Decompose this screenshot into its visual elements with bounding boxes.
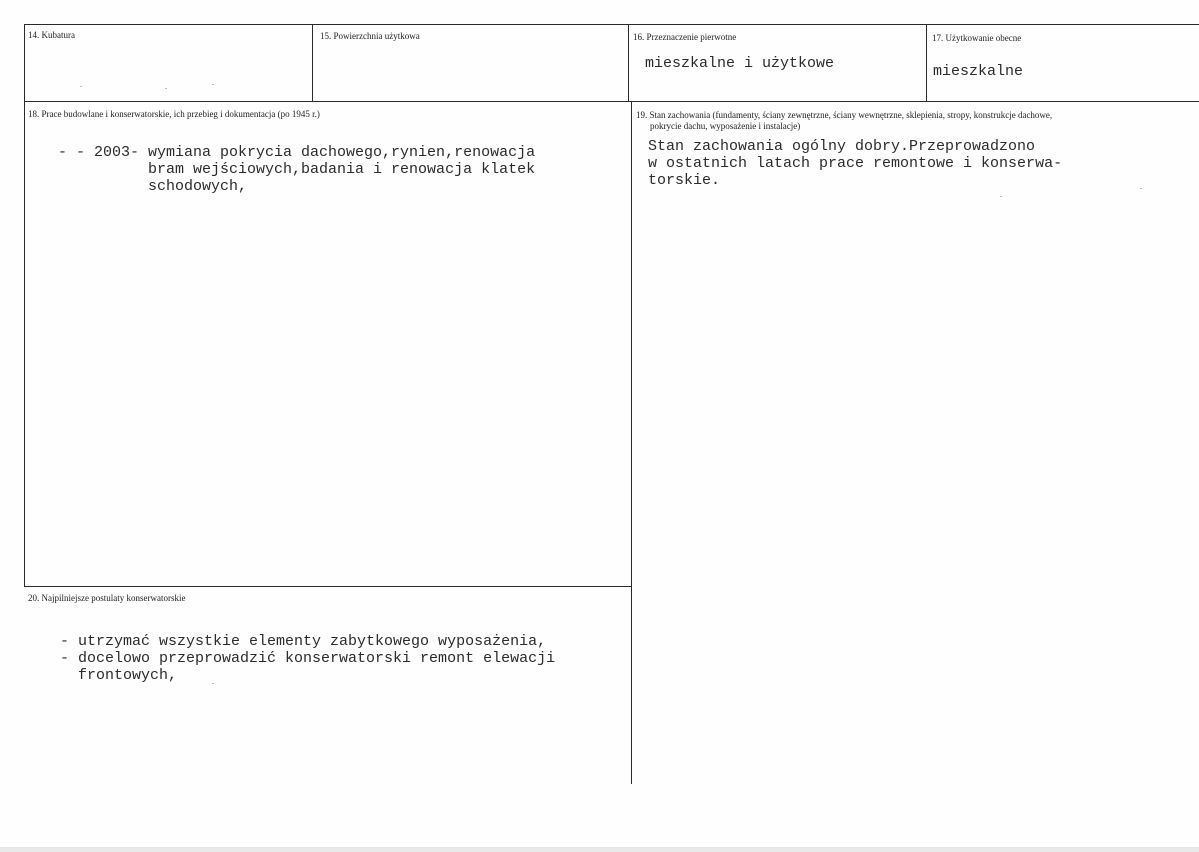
field-16-label: 16. Przeznaczenie pierwotne	[633, 32, 737, 42]
divider-16-17	[926, 24, 927, 102]
divider-15-16	[628, 24, 629, 102]
main-column-divider	[631, 101, 632, 784]
field-19-line: torskie.	[648, 172, 721, 189]
field-20-label: 20. Najpilniejsze postulaty konserwatorskie	[28, 593, 186, 603]
field-14-label: 14. Kubatura	[28, 30, 75, 40]
field-20-line: - utrzymać wszystkie elementy zabytkowego wyposażenia,	[60, 633, 547, 650]
field-17-value: mieszkalne	[933, 63, 1024, 80]
field-20-text	[60, 633, 555, 684]
field-20-line: - docelowo przeprowadzić konserwatorski remont elewacji	[60, 650, 556, 667]
scan-speck	[80, 86, 82, 87]
field-19-text	[648, 138, 1062, 189]
field-20-line: frontowych,	[60, 667, 178, 684]
field-19-line: w ostatnich latach prace remontowe i konserwa-	[648, 155, 1063, 172]
top-border-line	[24, 24, 1199, 25]
scan-speck	[212, 84, 214, 85]
scan-speck	[212, 683, 214, 684]
field-19-line: Stan zachowania ogólny dobry.Przeprowadzono	[648, 138, 1036, 155]
left-border-line	[24, 24, 25, 587]
scan-speck	[165, 88, 167, 89]
section20-top-line	[24, 586, 631, 587]
field-18-line: schodowych,	[58, 178, 248, 195]
field-19-label-line2: pokrycie dachu, wyposażenie i instalacje)	[650, 121, 801, 131]
field-16-value: mieszkalne i użytkowe	[645, 55, 835, 72]
scan-speck	[1140, 188, 1142, 189]
scan-speck	[1000, 196, 1002, 197]
field-19-label-line1: 19. Stan zachowania (fundamenty, ściany zewnętrzne, ściany wewnętrzne, sklepienia, stropy, konstrukcje dachowe,	[636, 110, 1053, 120]
field-17-label: 17. Użytkowanie obecne	[932, 33, 1022, 43]
field-18-label: 18. Prace budowlane i konserwatorskie, ich przebieg i dokumentacja (po 1945 r.)	[28, 109, 320, 119]
divider-14-15	[312, 24, 313, 102]
page-bottom-edge	[0, 847, 1199, 852]
row1-bottom-line	[24, 101, 1199, 102]
field-15-label: 15. Powierzchnia użytkowa	[320, 31, 420, 41]
field-18-line: - - 2003- wymiana pokrycia dachowego,rynien,renowacja	[58, 144, 536, 161]
field-18-text	[58, 144, 535, 195]
field-18-line: bram wejściowych,badania i renowacja klatek	[58, 161, 536, 178]
